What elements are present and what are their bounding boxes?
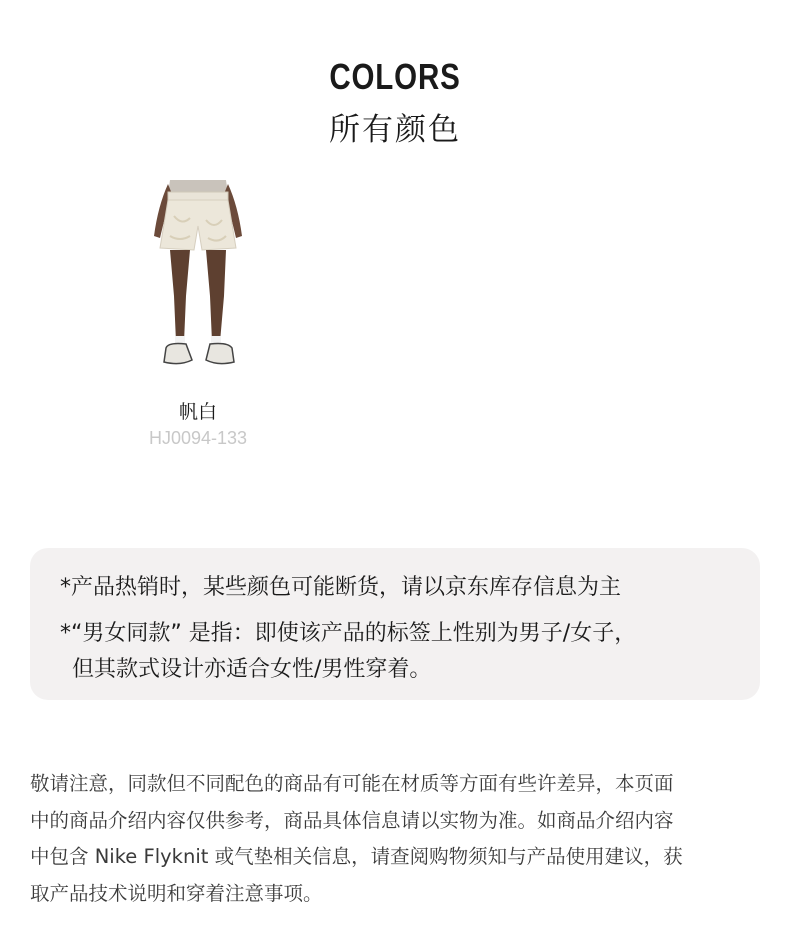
color-swatch-image[interactable]: [140, 176, 256, 386]
color-name: 帆白: [178, 401, 217, 423]
colors-title: COLORS: [329, 56, 461, 97]
color-style-code: HJ0094-133: [148, 428, 248, 448]
stock-notice-line: *产品热销时，某些颜色可能断货，请以京东库存信息为主: [60, 575, 622, 600]
disclaimer-line: 中包含 Nike Flyknit 或气垫相关信息，请查阅购物须知与产品使用建议，获: [30, 845, 683, 868]
unisex-notice-line: *“男女同款” 是指：即使该产品的标签上性别为男子/女子，: [60, 621, 637, 646]
colors-subtitle: 所有颜色: [329, 112, 461, 148]
disclaimer-line: 中的商品介绍内容仅供参考，商品具体信息请以实物为准。如商品介绍内容: [30, 808, 674, 832]
disclaimer-paragraph: [30, 766, 760, 912]
unisex-notice-line-cont: 但其款式设计亦适合女性/男性穿着。: [72, 657, 432, 682]
disclaimer-line: 敬请注意，同款但不同配色的商品有可能在材质等方面有些许差异，本页面: [30, 772, 674, 795]
disclaimer-line: 取产品技术说明和穿着注意事项。: [30, 881, 323, 905]
